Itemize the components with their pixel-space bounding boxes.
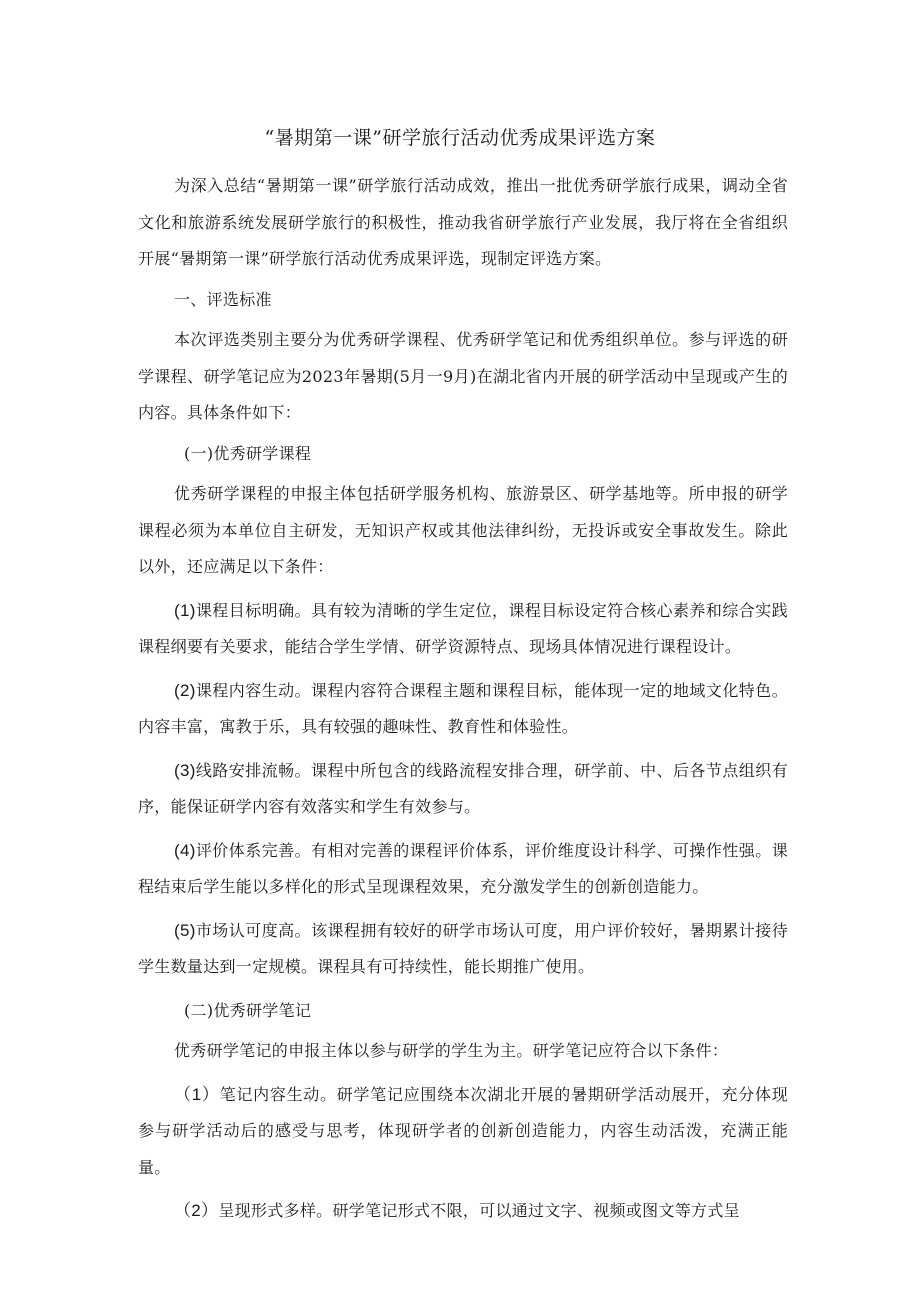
item-number: (5) bbox=[174, 920, 196, 940]
item-number: (2) bbox=[174, 680, 196, 700]
intro-paragraph: 为深入总结“暑期第一课”研学旅行活动成效，推出一批优秀研学旅行成果，调动全省文化和旅游系统发展研学旅行的积极性，推动我省研学旅行产业发展，我厅将在全省组织开展“暑期第一课”研学旅行活动优秀成果评选，现制定评选方案。 bbox=[138, 176, 788, 268]
course-item-4 bbox=[138, 833, 788, 906]
item-number: (4) bbox=[174, 840, 196, 860]
item-text: 笔记内容生动。研学笔记应围绕本次湖北开展的暑期研学活动展开，充分体现参与研学活动后的感受与思考，体现研学者的创新创造能力，内容生动活泼，充满正能量。 bbox=[138, 1084, 789, 1177]
section-intro-paragraph: 本次评选类别主要分为优秀研学课程、优秀研学笔记和优秀组织单位。参与评选的研学课程、研学笔记应为2023年暑期(5月一9月)在湖北省内开展的研学活动中呈现或产生的内容。具体条件如下： bbox=[138, 330, 788, 422]
note-item-2 bbox=[138, 1193, 788, 1230]
subsection-heading-notes: (二)优秀研学笔记 bbox=[184, 1000, 312, 1020]
item-number: （2） bbox=[174, 1201, 219, 1220]
item-text: 线路安排流畅。课程中所包含的线路流程安排合理，研学前、中、后各节点组织有序，能保证研学内容有效落实和学生有效参与。 bbox=[138, 760, 788, 816]
item-text: 课程目标明确。具有较为清晰的学生定位，课程目标设定符合核心素养和综合实践课程纲要有关要求，能结合学生学情、研学资源特点、现场具体情况进行课程设计。 bbox=[138, 600, 788, 656]
item-number: (3) bbox=[174, 760, 196, 780]
section-heading-criteria: 一、评选标准 bbox=[174, 289, 272, 309]
item-text: 呈现形式多样。研学笔记形式不限，可以通过文字、视频或图文等方式呈 bbox=[218, 1201, 740, 1220]
item-text: 市场认可度高。该课程拥有较好的研学市场认可度，用户评价较好，暑期累计接待学生数量达到一定规模。课程具有可持续性，能长期推广使用。 bbox=[138, 920, 788, 976]
note-item-1 bbox=[138, 1077, 788, 1187]
document-body bbox=[138, 168, 788, 1230]
courses-intro-paragraph: 优秀研学课程的申报主体包括研学服务机构、旅游景区、研学基地等。所申报的研学课程必须为本单位自主研发，无知识产权或其他法律纠纷，无投诉或安全事故发生。除此以外，还应满足以下条件： bbox=[138, 484, 788, 576]
notes-intro-paragraph: 优秀研学笔记的申报主体以参与研学的学生为主。研学笔记应符合以下条件： bbox=[174, 1041, 729, 1060]
course-item-1 bbox=[138, 593, 788, 666]
document-title: “暑期第一课”研学旅行活动优秀成果评选方案 bbox=[264, 127, 656, 149]
item-text: 评价体系完善。有相对完善的课程评价体系，评价维度设计科学、可操作性强。课程结束后学生能以多样化的形式呈现课程效果，充分激发学生的创新创造能力。 bbox=[138, 840, 788, 896]
item-text: 课程内容生动。课程内容符合课程主题和课程目标，能体现一定的地域文化特色。内容丰富，寓教于乐，具有较强的趣味性、教育性和体验性。 bbox=[138, 680, 788, 736]
course-item-3 bbox=[138, 753, 788, 826]
course-item-2 bbox=[138, 673, 788, 746]
subsection-heading-courses: (一)优秀研学课程 bbox=[184, 443, 312, 463]
item-number: （1） bbox=[174, 1084, 220, 1104]
item-number: (1) bbox=[174, 600, 196, 620]
course-item-5 bbox=[138, 913, 788, 986]
